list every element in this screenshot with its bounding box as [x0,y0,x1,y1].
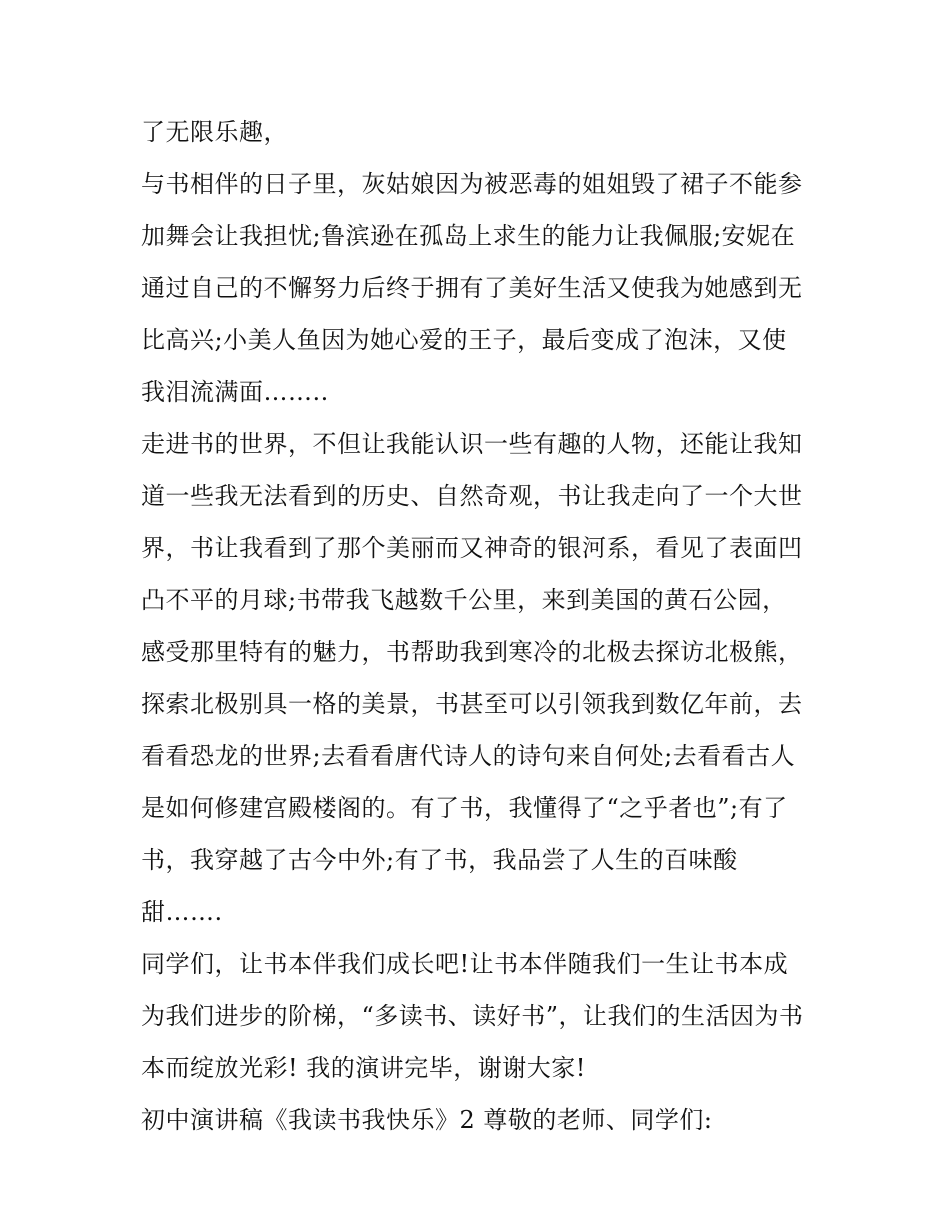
text-line: 甜……. [141,898,223,926]
text-line: 书，我穿越了古今中外;有了书，我品尝了人生的百味酸 [141,846,738,874]
text-line: 我泪流满面…….. [141,378,329,406]
text-line: 是如何修建宫殿楼阁的。有了书，我懂得了“之乎者也”;有了 [141,794,788,822]
text-line: 比高兴;小美人鱼因为她心爱的王子，最后变成了泡沫，又使 [141,326,787,354]
text-line: 道一些我无法看到的历史、自然奇观，书让我走向了一个大世 [141,482,803,510]
text-line: 与书相伴的日子里，灰姑娘因为被恶毒的姐姐毁了裙子不能参 [141,170,803,198]
text-line: 了无限乐趣， [141,118,288,146]
text-line: 看看恐龙的世界;去看看唐代诗人的诗句来自何处;去看看古人 [141,742,796,770]
text-line: 走进书的世界，不但让我能认识一些有趣的人物，还能让我知 [141,430,803,458]
text-line: 同学们，让书本伴我们成长吧!让书本伴随我们一生让书本成 [141,950,789,978]
text-line: 本而绽放光彩! 我的演讲完毕，谢谢大家! [141,1054,586,1082]
document-body [141,106,821,1146]
text-line: 界，书让我看到了那个美丽而又神奇的银河系，看见了表面凹 [141,534,803,562]
text-line: 凸不平的月球;书带我飞越数千公里，来到美国的黄石公园， [141,586,787,614]
text-line: 初中演讲稿《我读书我快乐》2 尊敬的老师、同学们: [141,1106,713,1134]
text-line: 为我们进步的阶梯，“多读书、读好书”，让我们的生活因为书 [141,1002,804,1030]
text-line: 通过自己的不懈努力后终于拥有了美好生活又使我为她感到无 [141,274,803,302]
text-line: 加舞会让我担忧;鲁滨逊在孤岛上求生的能力让我佩服;安妮在 [141,222,796,250]
text-line: 感受那里特有的魅力，书帮助我到寒冷的北极去探访北极熊， [141,638,803,666]
text-line: 探索北极别具一格的美景，书甚至可以引领我到数亿年前，去 [141,690,803,718]
